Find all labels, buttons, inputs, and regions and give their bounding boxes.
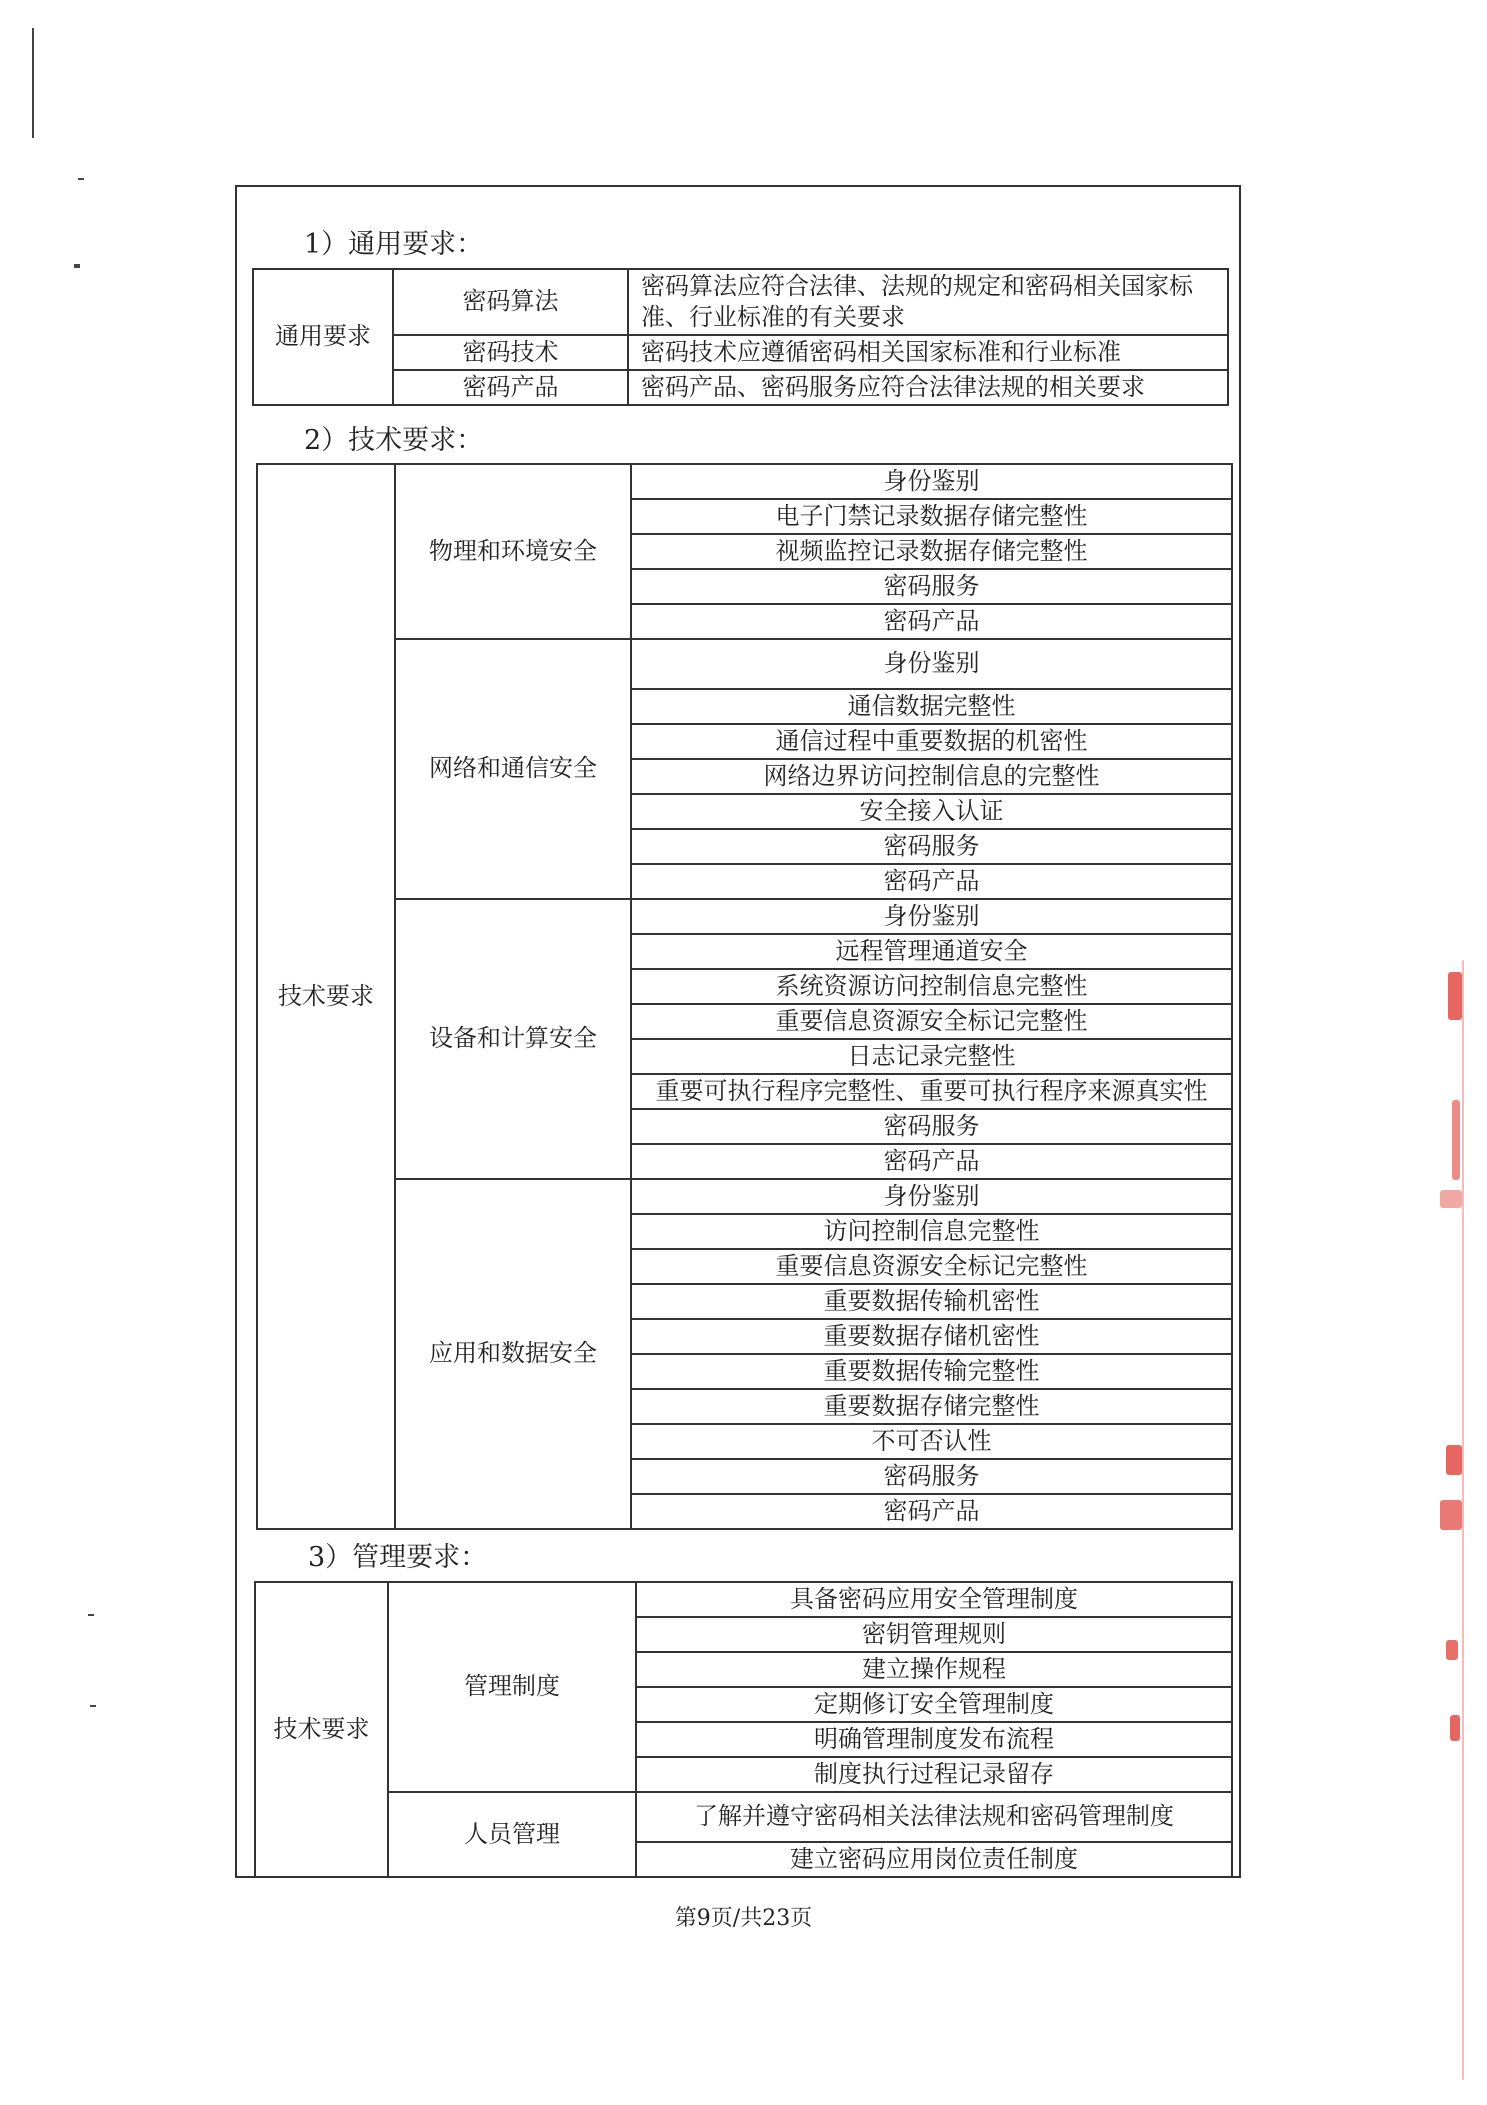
requirement-item: 系统资源访问控制信息完整性 [631, 969, 1232, 1004]
requirement-item: 重要数据传输机密性 [631, 1284, 1232, 1319]
tech-requirements-table [256, 463, 1233, 1530]
item-cell: 密码技术 [393, 335, 628, 370]
group-cell: 人员管理 [388, 1792, 636, 1877]
requirement-item: 远程管理通道安全 [631, 934, 1232, 969]
group-cell: 物理和环境安全 [395, 464, 631, 639]
requirement-item: 重要数据传输完整性 [631, 1354, 1232, 1389]
requirement-item: 电子门禁记录数据存储完整性 [631, 499, 1232, 534]
stamp-fragment [1448, 972, 1462, 1020]
requirement-item: 重要数据存储机密性 [631, 1319, 1232, 1354]
category-cell: 技术要求 [255, 1582, 388, 1877]
item-cell: 密码产品 [393, 370, 628, 405]
stamp-fragment [1452, 1100, 1460, 1180]
stamp-fragment [1440, 1500, 1462, 1530]
requirement-item: 具备密码应用安全管理制度 [636, 1582, 1232, 1617]
stamp-fragment [1440, 1190, 1462, 1208]
requirement-item: 密码产品 [631, 604, 1232, 639]
requirement-item: 密码服务 [631, 1109, 1232, 1144]
group-cell: 管理制度 [388, 1582, 636, 1792]
requirement-item: 身份鉴别 [631, 899, 1232, 934]
requirement-item: 通信数据完整性 [631, 689, 1232, 724]
group-cell: 应用和数据安全 [395, 1179, 631, 1529]
requirement-item: 密码服务 [631, 829, 1232, 864]
scan-margin-line [32, 28, 34, 138]
section-heading-general: 1）通用要求： [304, 229, 484, 260]
requirement-item: 视频监控记录数据存储完整性 [631, 534, 1232, 569]
requirement-item: 重要信息资源安全标记完整性 [631, 1004, 1232, 1039]
group-cell: 设备和计算安全 [395, 899, 631, 1179]
stamp-fragment [1446, 1640, 1458, 1660]
item-cell: 密码算法 [393, 269, 628, 335]
stamp-fragment [1446, 1445, 1462, 1475]
requirement-item: 网络边界访问控制信息的完整性 [631, 759, 1232, 794]
stamp-fragment [1450, 1715, 1460, 1741]
requirement-item: 明确管理制度发布流程 [636, 1722, 1232, 1757]
requirement-item: 重要信息资源安全标记完整性 [631, 1249, 1232, 1284]
scan-mark [78, 178, 84, 180]
requirement-item: 了解并遵守密码相关法律法规和密码管理制度 [636, 1792, 1232, 1842]
page-number: 第9页/共23页 [674, 1906, 813, 1931]
mgmt-requirements-table [254, 1581, 1233, 1878]
requirement-item: 密钥管理规则 [636, 1617, 1232, 1652]
requirement-item: 安全接入认证 [631, 794, 1232, 829]
section-heading-mgmt: 3）管理要求： [308, 1542, 488, 1573]
scan-mark [88, 1614, 94, 1616]
requirement-item: 身份鉴别 [631, 639, 1232, 689]
requirement-item: 密码产品 [631, 1494, 1232, 1529]
requirement-item: 日志记录完整性 [631, 1039, 1232, 1074]
requirement-item: 身份鉴别 [631, 464, 1232, 499]
requirement-item: 制度执行过程记录留存 [636, 1757, 1232, 1792]
requirement-item: 重要数据存储完整性 [631, 1389, 1232, 1424]
requirement-item: 身份鉴别 [631, 1179, 1232, 1214]
scan-mark [74, 264, 80, 268]
group-cell: 网络和通信安全 [395, 639, 631, 899]
requirement-item: 密码产品 [631, 1144, 1232, 1179]
requirement-item: 不可否认性 [631, 1424, 1232, 1459]
requirement-item: 建立操作规程 [636, 1652, 1232, 1687]
category-cell: 通用要求 [253, 269, 393, 405]
requirement-item: 密码服务 [631, 569, 1232, 604]
requirement-item: 定期修订安全管理制度 [636, 1687, 1232, 1722]
requirement-item: 访问控制信息完整性 [631, 1214, 1232, 1249]
section-heading-tech: 2）技术要求： [304, 425, 484, 456]
requirement-item: 通信过程中重要数据的机密性 [631, 724, 1232, 759]
requirement-item: 密码产品 [631, 864, 1232, 899]
general-requirements-table [252, 268, 1229, 406]
category-cell: 技术要求 [257, 464, 395, 1529]
desc-cell: 密码产品、密码服务应符合法律法规的相关要求 [628, 370, 1228, 405]
requirement-item: 密码服务 [631, 1459, 1232, 1494]
desc-cell: 密码技术应遵循密码相关国家标准和行业标准 [628, 335, 1228, 370]
scan-mark [90, 1705, 96, 1707]
desc-cell: 密码算法应符合法律、法规的规定和密码相关国家标准、行业标准的有关要求 [628, 269, 1228, 335]
requirement-item: 建立密码应用岗位责任制度 [636, 1842, 1232, 1877]
requirement-item: 重要可执行程序完整性、重要可执行程序来源真实性 [631, 1074, 1232, 1109]
